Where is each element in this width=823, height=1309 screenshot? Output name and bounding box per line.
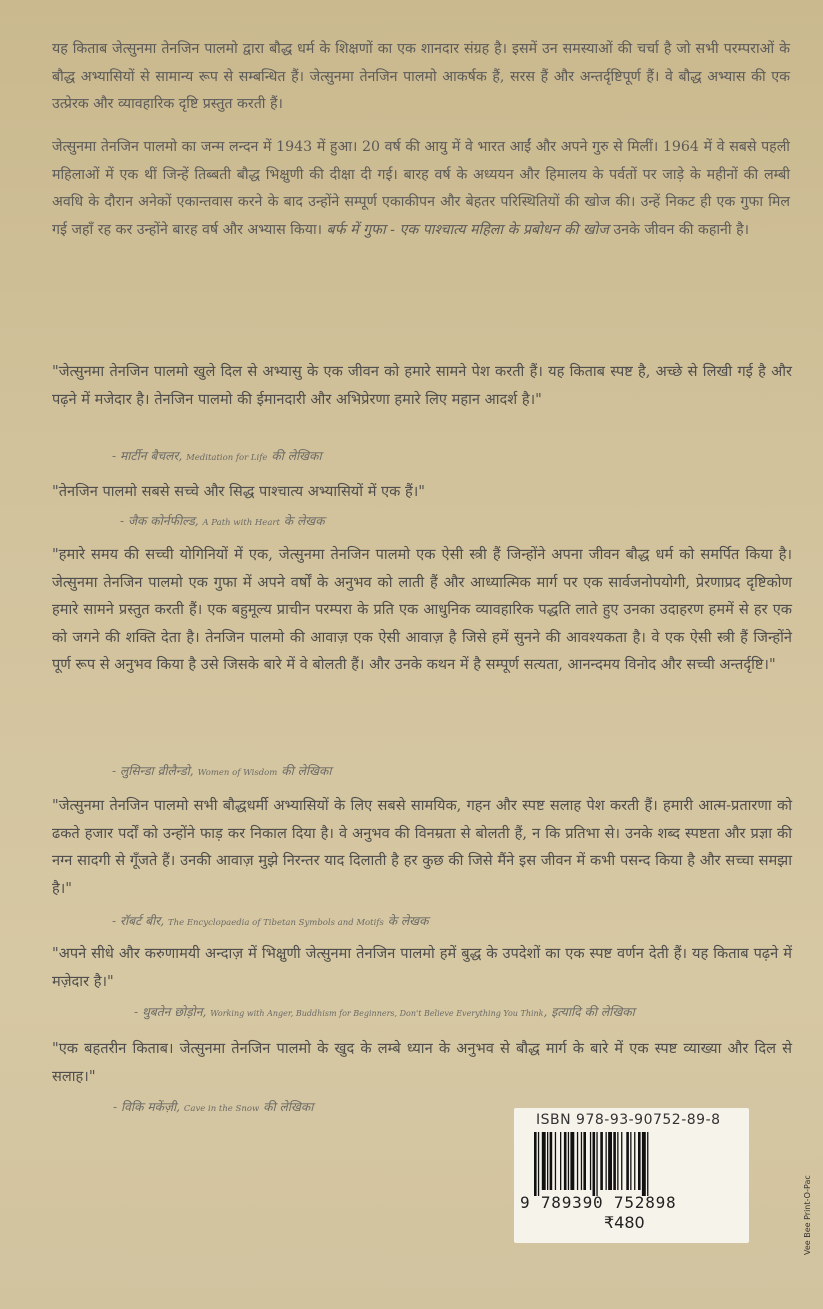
quote-6-attribution	[113, 1098, 313, 1115]
attribution-suffix: के लेखक	[283, 514, 325, 528]
barcode-bar	[560, 1132, 561, 1190]
intro-paragraph-1: यह किताब जेत्सुनमा तेनजिन पालमो द्वारा बौद्ध धर्म के शिक्षणों का एक शानदार संग्रह है। इसमें उन समस्याओं की चर्चा है जो सभी परम्पराओं के बौद्ध अभ्यासियों से सामान्य रूप से सम्बन्धित हैं। जेत्सुनमा तेनजिन पालमो आकर्षक हैं, सरस हैं और अन्तर्दृष्टिपूर्ण हैं। वे बौद्ध अभ्यास की एक उत्प्रेरक और व्यावहारिक दृष्टि प्रस्तुत करती हैं।	[52, 41, 790, 112]
barcode-bars	[534, 1132, 734, 1196]
intro-paragraph-2-text: जेत्सुनमा तेनजिन पालमो का जन्म लन्दन में 1943 में हुआ। 20 वर्ष की आयु में वे भारत आईं और अपने गुरु से मिलीं। 1964 में वे सबसे पहली महिलाओं में एक थीं जिन्हें तिब्बती बौद्ध भिक्षुणी की दीक्षा दी गई। बारह वर्ष के अध्ययन और हिमालय के पर्वतों पर जाड़े के महीनों की लम्बी अवधि के दौरान अनेकों एकान्तवास करने के बाद उन्होंने सम्पूर्ण एकाकीपन और बेहतर परिस्थितियों की खोज की। उन्हें निकट ही एक गुफा मिल गई जहाँ रह कर उन्होंने बारह वर्ष और अभ्यास किया।	[52, 139, 790, 238]
quote-4: "जेत्सुनमा तेनजिन पालमो सभी बौद्धधर्मी अभ्यासियों के लिए सबसे सामयिक, गहन और स्पष्ट सलाह पेश करती हैं। हमारी आत्म-प्रतारणा को ढकते हजार पर्दों को उन्होंने फाड़ कर निकाल दिया है। वे अनुभव की विनम्रता से बोलती हैं, न कि प्रतिभा से। उनके शब्द स्पष्टता और प्रज्ञा की नग्न सादगी से गूँजते हैं। उनकी आवाज़ मुझे निरन्तर याद दिलाती है हर कुछ की जिसे मैंने इस जीवन में कभी पसन्द किया है और सच्चा समझा है।"	[52, 797, 792, 897]
printer-credit: Vee Bee Print-O-Pac	[803, 1175, 812, 1255]
barcode-bar	[593, 1132, 596, 1196]
barcode-label	[514, 1108, 749, 1243]
barcode-bar	[581, 1132, 582, 1190]
attribution-suffix: , इत्यादि की लेखिका	[543, 1005, 635, 1019]
attribution-author: - मार्टीन बैचलर,	[112, 449, 183, 463]
attribution-work: Cave in the Snow	[183, 1104, 260, 1114]
quote-3-attribution	[112, 762, 332, 779]
attribution-author: - जैक कोर्नफील्ड,	[120, 514, 199, 528]
quote-5: "अपने सीधे और करुणामयी अन्दाज़ में भिक्षुणी जेत्सुनमा तेनजिन पालमो हमें बुद्ध के उपदेशों का एक स्पष्ट वर्णन देती हैं। यह किताब पढ़ने में मज़ेदार है।"	[52, 945, 792, 990]
attribution-author: - रॉबर्ट बीर,	[112, 914, 165, 928]
attribution-suffix: की लेखिका	[263, 1100, 314, 1114]
barcode-bar	[647, 1132, 648, 1196]
attribution-work: The Encyclopaedia of Tibetan Symbols and Motifs	[167, 918, 384, 928]
attribution-work: Women of Wisdom	[197, 768, 278, 778]
barcode-bar	[555, 1132, 556, 1190]
quote-1-attribution	[112, 447, 322, 464]
attribution-work: A Path with Heart	[202, 518, 280, 528]
quote-3: "हमारे समय की सच्ची योगिनियों में एक, जेत्सुनमा तेनजिन पालमो एक ऐसी स्त्री हैं जिन्होंने अपना जीवन बौद्ध धर्म को समर्पित किया है। जेत्सुनमा तेनजिन पालमो एक गुफा में अपने वर्षों के अनुभव को लाती हैं और आध्यात्मिक मार्ग पर एक सार्वजनोपयोगी, प्रेरणाप्रद दृष्टिकोण हमारे सामने प्रस्तुत करती हैं। एक बहुमूल्य प्राचीन परम्परा के प्रति एक आधुनिक व्यावहारिक पद्धति लाते हुए उनका उदाहरण हममें से हर एक को जगने की शक्ति देता है। तेनजिन पालमो की आवाज़ एक ऐसी आवाज़ है जिसे हमें सुनने की आवश्यकता है। वे एक ऐसी स्त्री हैं जिन्होंने पूर्ण रूप से अनुभव किया है उसे जिसके बारे में वे बोलती हैं। और उनके कथन में है सम्पूर्ण सत्यता, आनन्दमय विनोद और सच्ची अन्तर्दृष्टि।"	[52, 546, 792, 673]
barcode-bar	[634, 1132, 635, 1190]
barcode-digits: 9 789390 752898	[520, 1193, 677, 1212]
barcode-bar	[542, 1132, 546, 1190]
barcode-bar	[621, 1132, 622, 1190]
barcode-bar	[630, 1132, 631, 1190]
quote-5-attribution	[134, 1003, 635, 1020]
barcode-bar	[547, 1132, 548, 1190]
intro-paragraph-2	[52, 134, 790, 244]
barcode-bar	[638, 1132, 641, 1190]
barcode-bar	[617, 1132, 618, 1190]
barcode-bar	[608, 1132, 612, 1190]
barcode-bar	[583, 1132, 586, 1190]
quote-2: "तेनजिन पालमो सबसे सच्चे और सिद्ध पाश्चात्य अभ्यासियों में एक हैं।"	[52, 483, 425, 500]
price-tag: ₹480	[604, 1213, 645, 1232]
barcode-bar	[606, 1132, 607, 1190]
isbn-text: ISBN 978-93-90752-89-8	[536, 1112, 721, 1128]
intro-paragraph-2-end: उनके जीवन की कहानी है।	[613, 221, 749, 238]
quote-2-attribution	[120, 512, 325, 529]
barcode-bar	[550, 1132, 553, 1190]
barcode-bar	[626, 1132, 629, 1190]
barcode-bar	[596, 1132, 597, 1196]
attribution-author: - विकि मकेंज़ी,	[113, 1100, 181, 1114]
barcode-bar	[613, 1132, 616, 1190]
barcode-bar	[590, 1132, 591, 1190]
quote-4-attribution	[112, 912, 429, 929]
attribution-author: - थुबतेन छोड़ोन,	[134, 1005, 207, 1019]
barcode-bar	[600, 1132, 603, 1190]
barcode-bar	[564, 1132, 567, 1190]
barcode-bar	[642, 1132, 646, 1196]
barcode-bar	[577, 1132, 578, 1190]
attribution-work: Meditation for Life	[186, 453, 268, 463]
attribution-suffix: की लेखिका	[271, 449, 322, 463]
attribution-suffix: के लेखक	[387, 914, 429, 928]
barcode-bar	[538, 1132, 539, 1196]
quote-6: "एक बहतरीन किताब। जेत्सुनमा तेनजिन पालमो के खुद के लम्बे ध्यान के अनुभव से बौद्ध मार्ग के बारे में एक स्पष्ट व्याख्या और दिल से सलाह।"	[52, 1040, 792, 1085]
barcode-bar	[570, 1132, 574, 1190]
book-title-reference: बर्फ में गुफा - एक पाश्चात्य महिला के प्रबोधन की खोज	[326, 221, 609, 238]
barcode-bar	[534, 1132, 537, 1196]
barcode-bar	[568, 1132, 569, 1190]
attribution-work: Working with Anger, Buddhism for Beginners, Don't Believe Everything You Think	[210, 1009, 544, 1018]
quote-1: "जेत्सुनमा तेनजिन पालमो खुले दिल से अभ्यासु के एक जीवन को हमारे सामने पेश करती हैं। यह किताब स्पष्ट है, अच्छे से लिखी गई है और पढ़ने में मजेदार है। तेनजिन पालमो की ईमानदारी और अभिप्रेरणा हमारे लिए महान आदर्श है।"	[52, 363, 792, 408]
attribution-author: - लुसिन्डा व्रीलैन्डो,	[112, 764, 194, 778]
attribution-suffix: की लेखिका	[281, 764, 332, 778]
